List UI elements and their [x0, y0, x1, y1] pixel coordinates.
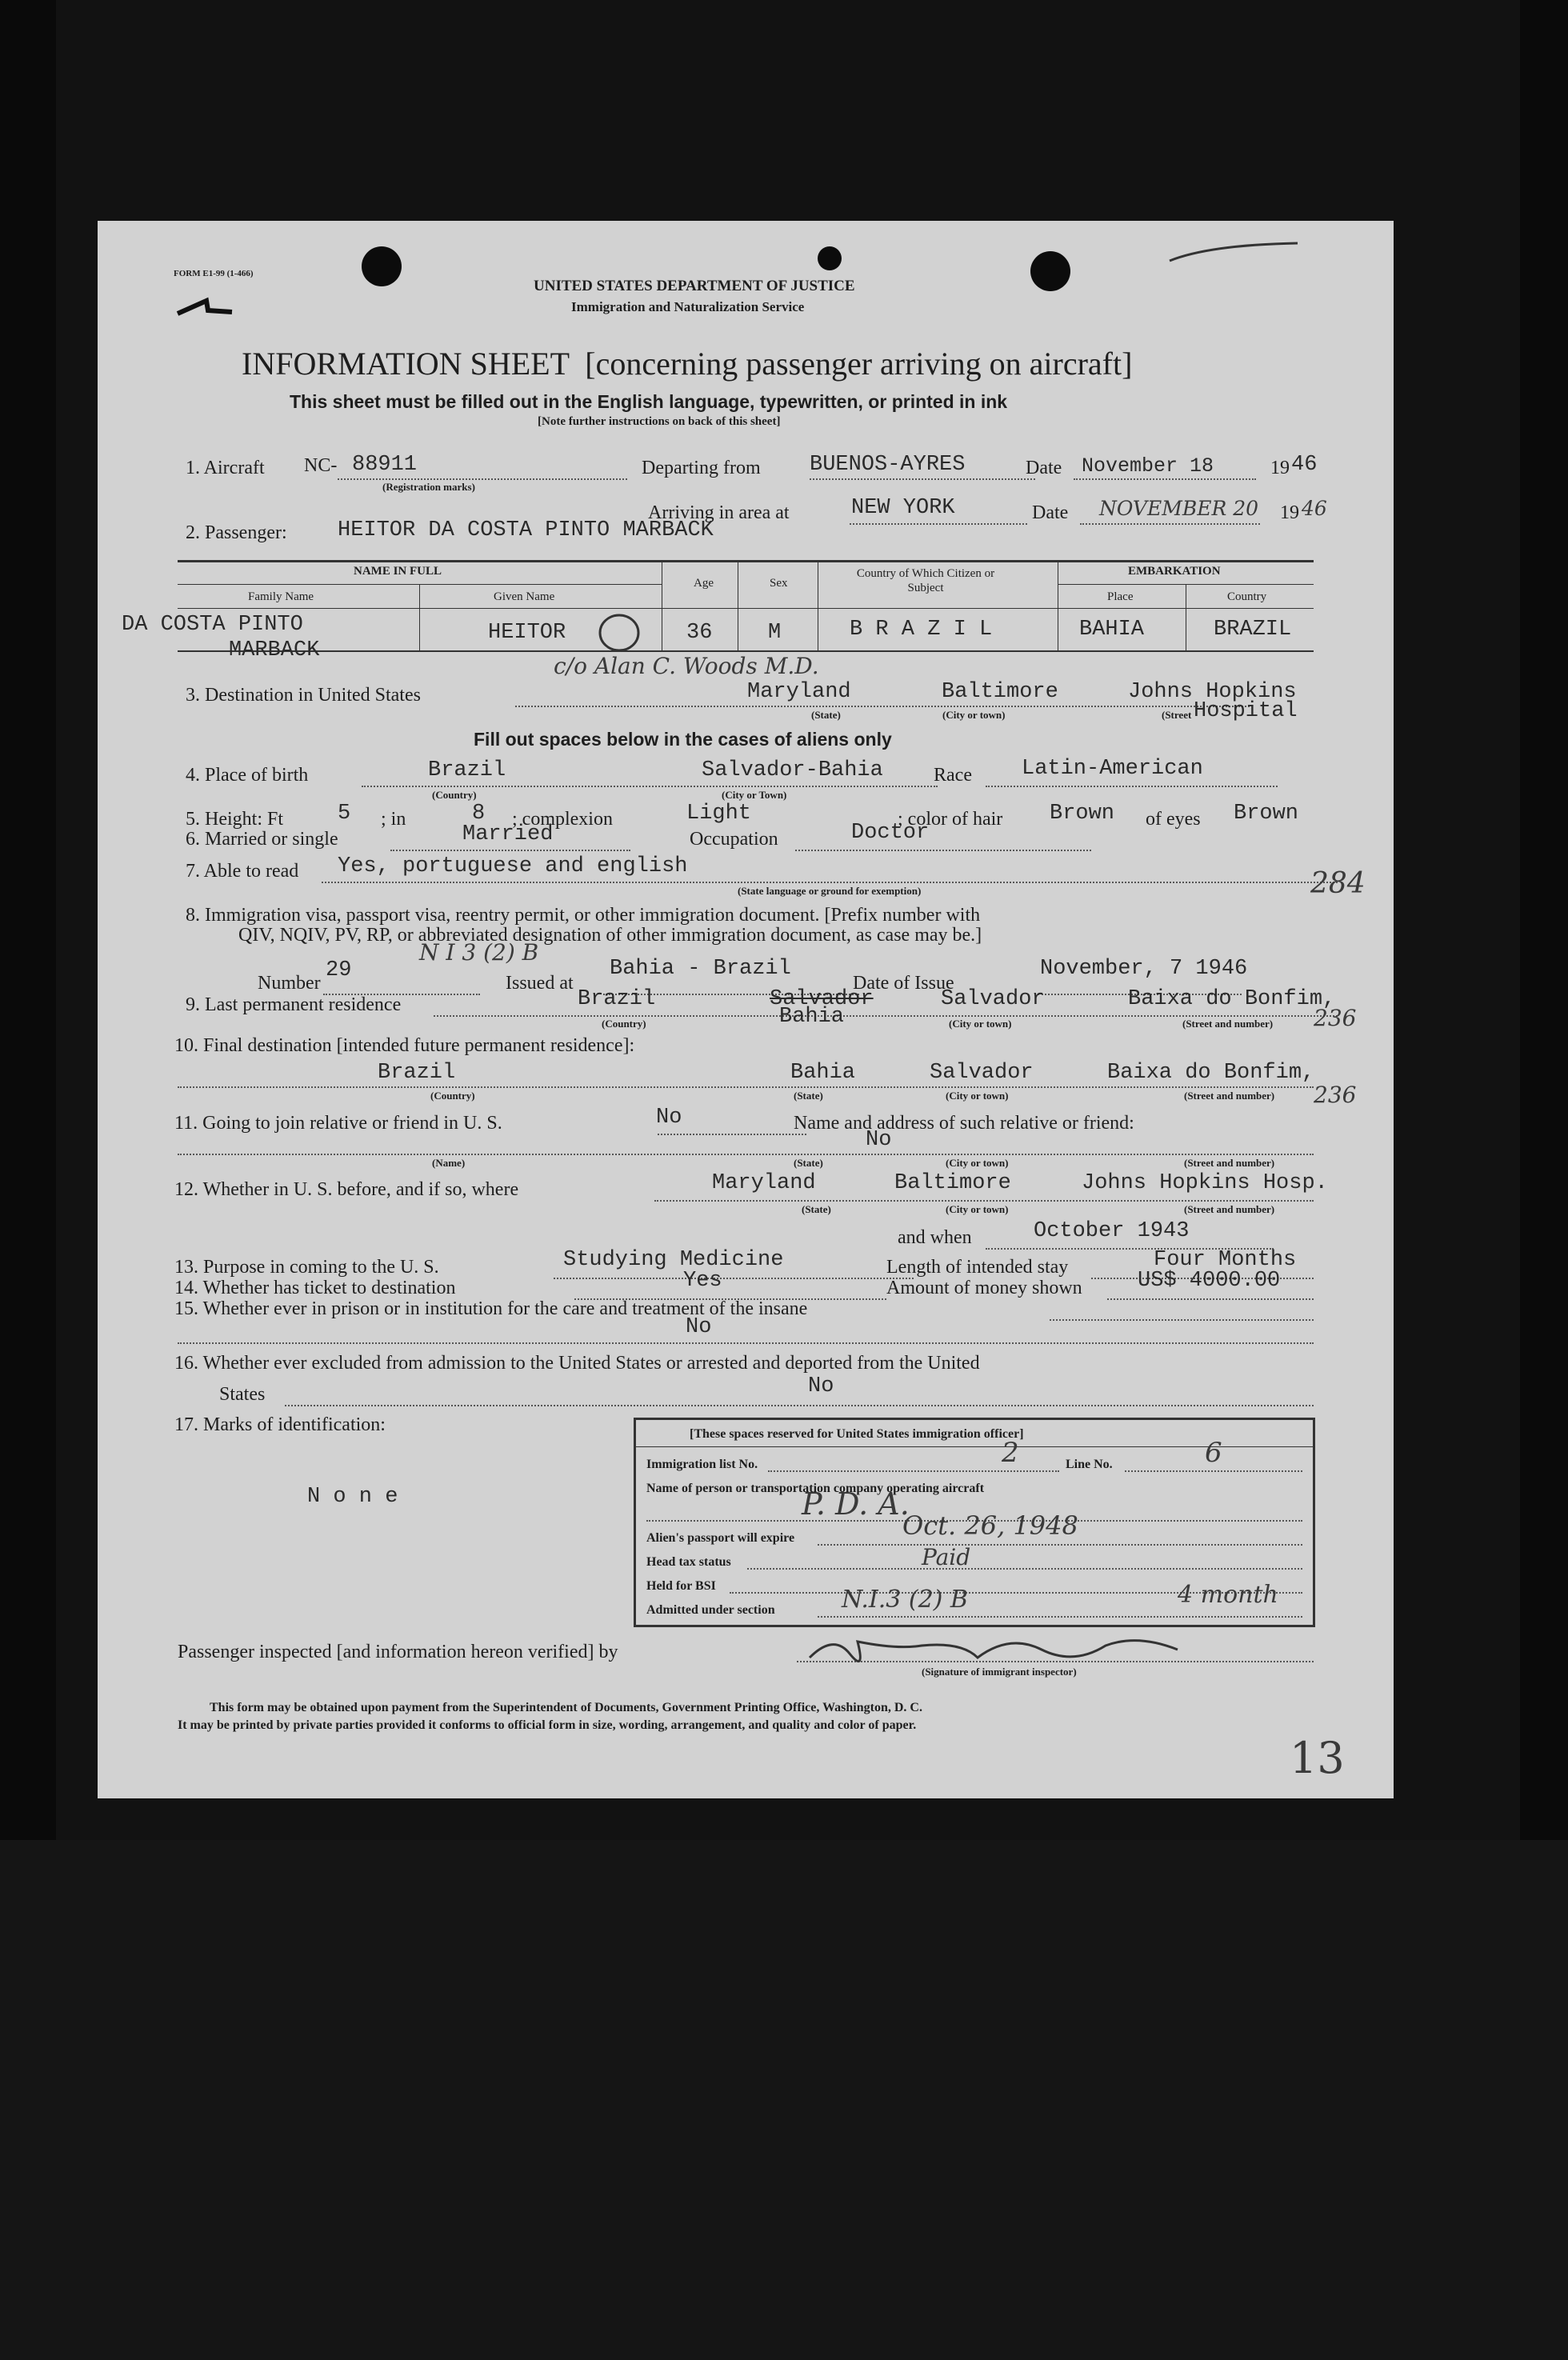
q16-label-2: States	[219, 1384, 266, 1405]
state-language-caption: (State language or ground for exemption)	[738, 885, 922, 897]
title-main: INFORMATION SHEET	[242, 346, 570, 382]
issued-at-value: Bahia - Brazil	[610, 957, 791, 981]
family-name-value: DA COSTA PINTO	[122, 613, 303, 637]
res-state-struck: Salvador	[770, 987, 874, 1011]
pen-mark-icon	[176, 290, 240, 322]
dotted-line	[850, 523, 1027, 525]
state-caption: (State)	[794, 1090, 823, 1102]
care-of-annotation: c/o Alan C. Woods M.D.	[554, 653, 819, 679]
q4-label: 4. Place of birth	[186, 765, 309, 786]
street-caption: (Street and number)	[1184, 1203, 1275, 1215]
arrive-date-label: Date	[1032, 502, 1069, 523]
doc-number-value: 29	[326, 958, 352, 982]
birth-city-value: Salvador-Bahia	[702, 758, 883, 782]
amount-money-label: Amount of money shown	[886, 1278, 1082, 1298]
table-col-rule	[419, 584, 420, 652]
sex-value: M	[768, 621, 782, 645]
dotted-line	[768, 1470, 1059, 1472]
state-caption: (State)	[794, 1157, 823, 1169]
final-country-value: Brazil	[378, 1061, 456, 1085]
citizen-heading: Country of Which Citizen or Subject	[856, 567, 995, 594]
final-city-value: Salvador	[930, 1061, 1034, 1085]
depart-date-value: November 18	[1082, 454, 1214, 478]
age-value: 36	[686, 621, 713, 645]
dotted-line	[1107, 1298, 1314, 1300]
number-label: Number	[258, 973, 321, 994]
res-street-value: Baixa do Bonfim,	[1128, 987, 1336, 1011]
money-value: US$ 4000.00	[1138, 1269, 1281, 1293]
state-caption: (State)	[802, 1203, 831, 1215]
city-caption: (City or Town)	[722, 789, 787, 801]
given-name-value: HEITOR	[488, 621, 566, 645]
depart-year-value: 46	[1291, 453, 1318, 477]
admitted-period-value: 4 month	[1178, 1581, 1278, 1609]
hair-value: Brown	[1050, 802, 1115, 826]
transport-company-value: P. D. A.	[802, 1486, 910, 1522]
dotted-line	[338, 478, 627, 480]
issued-at-label: Issued at	[506, 973, 574, 994]
nc-prefix: NC-	[304, 455, 338, 476]
embark-place-value: BAHIA	[1079, 618, 1145, 642]
dotted-line	[795, 850, 1091, 851]
dotted-line	[322, 882, 1338, 883]
table-rule	[178, 608, 1314, 609]
complexion-label: ; complexion	[512, 809, 613, 830]
embarkation-heading: EMBARKATION	[1128, 565, 1221, 578]
form-number: FORM E1-99 (1-466)	[174, 269, 254, 278]
circle-mark-icon	[594, 611, 650, 653]
res-street-no: 236	[1314, 1005, 1357, 1031]
street-caption: (Street and number)	[1184, 1090, 1275, 1102]
city-caption: (City or town)	[946, 1157, 1009, 1169]
dest-state-value: Maryland	[747, 680, 851, 704]
line-no-label: Line No.	[1066, 1458, 1113, 1471]
res-state-value: Bahia	[779, 1005, 845, 1029]
immigration-list-label: Immigration list No.	[646, 1458, 758, 1471]
street-caption: (Street and number)	[1184, 1157, 1275, 1169]
dotted-line	[1125, 1470, 1302, 1472]
punch-hole	[1030, 251, 1070, 291]
dotted-line	[178, 1342, 1314, 1344]
dest-city-value: Baltimore	[942, 680, 1058, 704]
instruction-note: [Note further instructions on back of this sheet]	[538, 415, 781, 428]
q6-label: 6. Married or single	[186, 829, 338, 850]
hair-label: ; color of hair	[898, 809, 1003, 830]
dest-street-value-2: Hospital	[1194, 699, 1298, 723]
page-number: 13	[1290, 1733, 1345, 1783]
issue-date-value: November, 7 1946	[1040, 957, 1248, 981]
instruction: This sheet must be filled out in the English language, typewritten, or printed in ink	[290, 391, 1008, 412]
dotted-line	[654, 1200, 1314, 1202]
information-sheet	[98, 221, 1394, 1798]
before-state-value: Maryland	[712, 1171, 816, 1195]
q11-label: 11. Going to join relative or friend in U. S.	[174, 1113, 502, 1134]
sex-heading: Sex	[770, 577, 788, 590]
purpose-value: Studying Medicine	[563, 1248, 784, 1272]
res-city-value: Salvador	[941, 987, 1045, 1011]
head-tax-label: Head tax status	[646, 1555, 731, 1569]
punch-hole	[818, 246, 842, 270]
name-address-label: Name and address of such relative or friend:	[794, 1113, 1134, 1134]
city-caption: (City or town)	[949, 1018, 1012, 1030]
arrive-year-prefix: 19	[1280, 502, 1299, 523]
state-caption: (State)	[811, 709, 841, 721]
pen-mark-icon	[1162, 237, 1306, 269]
dotted-line	[818, 1616, 1302, 1618]
country-caption: (Country)	[602, 1018, 646, 1030]
dotted-line	[986, 786, 1278, 787]
country-caption: (Country)	[430, 1090, 475, 1102]
departing-from-value: BUENOS-AYRES	[810, 453, 966, 477]
arrive-year-value: 46	[1302, 497, 1327, 520]
q7-label: 7. Able to read	[186, 861, 299, 882]
before-city-value: Baltimore	[894, 1171, 1011, 1195]
service-heading: Immigration and Naturalization Service	[571, 299, 805, 314]
name-in-full-heading: NAME IN FULL	[354, 565, 442, 578]
transport-company-label: Name of person or transportation company operating aircraft	[646, 1482, 985, 1495]
film-background	[0, 1840, 1568, 2360]
country-heading: Country	[1227, 590, 1267, 603]
dotted-line	[390, 850, 630, 851]
name-caption: (Name)	[432, 1157, 466, 1169]
departing-label: Departing from	[642, 458, 761, 478]
title-sub: [concerning passenger arriving on aircraft]	[585, 346, 1133, 382]
final-street-no: 236	[1314, 1082, 1357, 1108]
line-no-value: 6	[1205, 1437, 1222, 1469]
race-label: Race	[934, 765, 972, 786]
form-title	[242, 345, 1132, 382]
and-when-label: and when	[898, 1227, 972, 1248]
dotted-line	[434, 1015, 1338, 1017]
place-heading: Place	[1107, 590, 1134, 603]
q16-label: 16. Whether ever excluded from admission to the United States or arrested and deported from the United	[174, 1353, 980, 1374]
dotted-line	[285, 1405, 1314, 1406]
country-caption: (Country)	[432, 789, 477, 801]
depart-date-label: Date	[1026, 458, 1062, 478]
height-in-value: 8	[472, 802, 486, 826]
final-state-value: Bahia	[790, 1061, 856, 1085]
passenger-inspected-label: Passenger inspected [and information hereon verified] by	[178, 1642, 618, 1662]
admitted-label: Admitted under section	[646, 1603, 775, 1617]
arrive-date-value: NOVEMBER 20	[1099, 497, 1259, 520]
footer-line-2: It may be printed by private parties provided it conforms to official form in size, wording, arrangement, and quality and color of paper.	[178, 1718, 917, 1732]
complexion-value: Light	[686, 802, 752, 826]
arriving-at-value: NEW YORK	[851, 496, 955, 520]
punch-hole	[362, 246, 402, 286]
given-name-heading: Given Name	[494, 590, 555, 603]
q10-label: 10. Final destination [intended future permanent residence]:	[174, 1035, 635, 1056]
q15-label: 15. Whether ever in prison or in institution for the care and treatment of the insane	[174, 1298, 808, 1319]
footer-line-1: This form may be obtained upon payment from the Superintendent of Documents, Government Printing Office, Washington, D. C.	[210, 1701, 922, 1714]
held-bsi-label: Held for BSI	[646, 1579, 716, 1593]
height-ft-value: 5	[338, 802, 351, 826]
immigration-list-value: 2	[1002, 1437, 1019, 1469]
dotted-line	[178, 1086, 1314, 1088]
dotted-line	[362, 786, 938, 787]
depart-year-prefix: 19	[1270, 458, 1290, 478]
q14-label: 14. Whether has ticket to destination	[174, 1278, 456, 1298]
q17-label: 17. Marks of identification:	[174, 1414, 386, 1435]
head-tax-value: Paid	[922, 1544, 971, 1570]
res-country-value: Brazil	[578, 987, 656, 1011]
dotted-line	[818, 1544, 1302, 1546]
q9-label: 9. Last permanent residence	[186, 994, 402, 1015]
aliens-heading: Fill out spaces below in the cases of aliens only	[474, 729, 892, 750]
dotted-line	[658, 1134, 806, 1135]
friend-name-value: No	[866, 1128, 892, 1152]
final-street-value: Baixa do Bonfim,	[1107, 1061, 1315, 1085]
ticket-value: Yes	[683, 1269, 722, 1293]
marks-value: N o n e	[307, 1485, 398, 1509]
aircraft-registration: 88911	[352, 453, 418, 477]
stay-length-value: Four Months	[1154, 1248, 1297, 1272]
dotted-line	[747, 1568, 1302, 1570]
q13-label: 13. Purpose in coming to the U. S.	[174, 1257, 439, 1278]
date-of-issue-label: Date of Issue	[853, 973, 954, 994]
occupation-label: Occupation	[690, 829, 778, 850]
length-of-stay-label: Length of intended stay	[886, 1257, 1069, 1278]
dotted-line	[178, 1154, 1314, 1155]
dotted-line	[515, 706, 1250, 707]
q1-label: 1. Aircraft	[186, 458, 265, 478]
eyes-label: of eyes	[1146, 809, 1201, 830]
department-heading: UNITED STATES DEPARTMENT OF JUSTICE	[534, 278, 855, 294]
marital-value: Married	[462, 822, 554, 846]
arriving-label: Arriving in area at	[648, 502, 790, 523]
race-value: Latin-American	[1022, 757, 1203, 781]
before-when-value: October 1943	[1034, 1219, 1190, 1243]
q8-label: 8. Immigration visa, passport visa, reentry permit, or other immigration document. [Prefix number with	[186, 905, 981, 926]
dotted-line	[1080, 523, 1260, 525]
excluded-value: No	[808, 1374, 834, 1398]
dotted-line	[1074, 478, 1256, 480]
street-caption: (Street and number)	[1182, 1018, 1274, 1030]
signature-caption: (Signature of immigrant inspector)	[922, 1666, 1077, 1678]
city-caption: (City or town)	[946, 1090, 1009, 1102]
birth-country-value: Brazil	[428, 758, 506, 782]
passport-expire-label: Alien's passport will expire	[646, 1531, 795, 1545]
read-value: Yes, portuguese and english	[338, 854, 688, 878]
city-caption: (City or town)	[946, 1203, 1009, 1215]
city-caption: (City or town)	[942, 709, 1006, 721]
q8-label-2: QIV, NQIV, PV, RP, or abbreviated designation of other immigration document, as case may be.]	[238, 925, 982, 946]
join-friend-value: No	[656, 1106, 682, 1130]
occupation-value: Doctor	[851, 821, 930, 845]
registration-caption: (Registration marks)	[382, 481, 475, 493]
dest-street-value: Johns Hopkins	[1128, 680, 1297, 704]
prison-value: No	[686, 1315, 712, 1339]
passport-expire-value: Oct. 26, 1948	[902, 1510, 1078, 1541]
in-label: ; in	[381, 809, 406, 830]
q2-label: 2. Passenger:	[186, 522, 287, 543]
dotted-line	[1050, 1319, 1314, 1321]
street-caption: (Street	[1162, 709, 1192, 721]
margin-number: 284	[1310, 867, 1366, 900]
family-name-value-2: MARBACK	[229, 638, 320, 662]
age-heading: Age	[694, 577, 714, 590]
admitted-section-value: N.I.3 (2) B	[842, 1586, 968, 1614]
before-street-value: Johns Hopkins Hosp.	[1082, 1171, 1328, 1195]
q5-label: 5. Height: Ft	[186, 809, 284, 830]
dotted-line	[810, 478, 1035, 480]
family-name-heading: Family Name	[248, 590, 314, 603]
dotted-line	[554, 1278, 914, 1279]
embark-country-value: BRAZIL	[1214, 618, 1292, 642]
q3-label: 3. Destination in United States	[186, 685, 421, 706]
q12-label: 12. Whether in U. S. before, and if so, where	[174, 1179, 519, 1200]
passenger-value: HEITOR DA COSTA PINTO MARBACK	[338, 518, 714, 542]
official-box-heading: [These spaces reserved for United States immigration officer]	[690, 1427, 1024, 1441]
eyes-value: Brown	[1234, 802, 1299, 826]
doc-handwritten: N I 3 (2) B	[419, 939, 539, 966]
citizen-value: B R A Z I L	[850, 618, 993, 642]
